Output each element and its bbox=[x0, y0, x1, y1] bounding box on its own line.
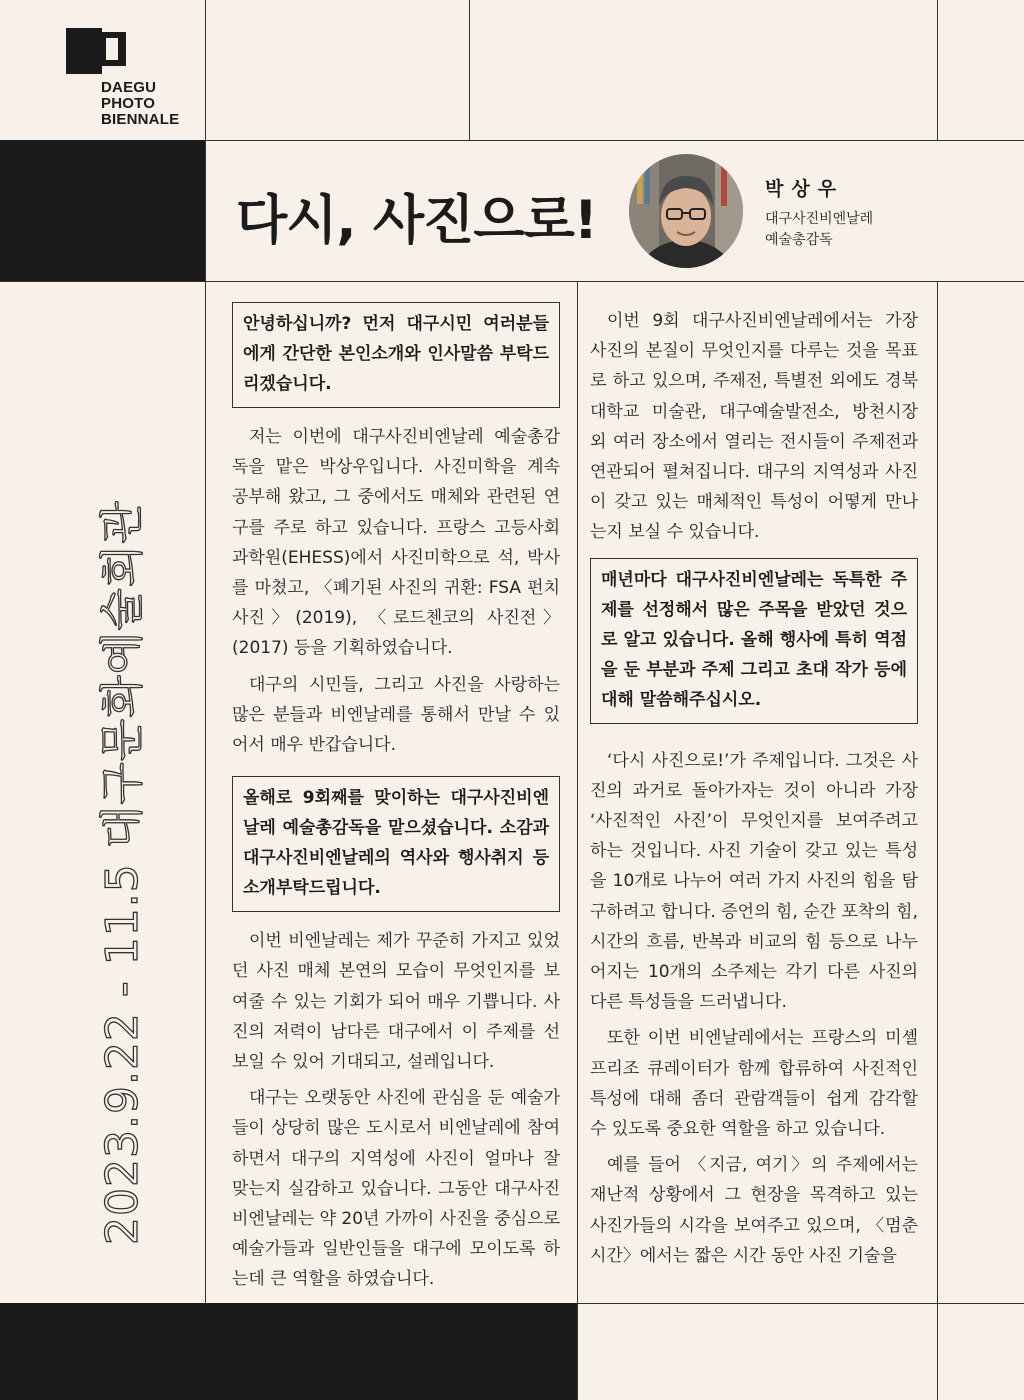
author-role-line2: 예술총감독 bbox=[765, 232, 833, 248]
right-column bbox=[590, 306, 918, 1277]
logo-line-biennale: BIENNALE bbox=[101, 111, 180, 128]
biennale-logo-mark bbox=[66, 28, 126, 74]
grid-line-header-bottom bbox=[0, 281, 1024, 282]
grid-line-v4b bbox=[937, 281, 938, 1400]
answer-paragraph: ‘다시 사진으로!’가 주제입니다. 그것은 사진의 과거로 돌아가자는 것이 아니라 가장 ‘사진적인 사진’이 무엇인지를 보여주려고 하는 것입니다. 사진 기술이 갖고 있는 특성을 10개로 나누어 여러 가지 사진의 힘을 탐구하려고 합니다. 증언의 힘, 순간 포착의 힘, 시간의 흐름, 반복과 비교의 힘 등으로 나누어지는 10개의 소주제는 각기 다른 사진의 다른 특성들을 드러냅니다. bbox=[590, 750, 918, 1013]
author-role-line1: 대구사진비엔날레 bbox=[765, 211, 874, 227]
page-title: 다시, 사진으로! bbox=[236, 190, 597, 251]
grid-line-v2 bbox=[469, 0, 470, 140]
left-column bbox=[232, 302, 560, 1301]
biennale-logo-text bbox=[101, 80, 179, 128]
answer-paragraph: 이번 비엔날레는 제가 꾸준히 가지고 있었던 사진 매체 본연의 모습이 무엇인지를 보여줄 수 있는 기회가 되어 매우 기쁩니다. 사진의 저력이 남다른 대구에서 이 주제를 선보일 수 있어 기대되고, 설레입니다. bbox=[232, 931, 560, 1073]
answer-paragraph: 또한 이번 비엔날레에서는 프랑스의 미셸 프리조 큐레이터가 함께 합류하여 사진적인 특성에 대해 좀더 관람객들이 쉽게 감각할 수 있도록 중요한 역할을 하고 있습니다. bbox=[590, 1028, 918, 1140]
logo-line-photo: PHOTO bbox=[101, 95, 156, 112]
grid-line-v3 bbox=[577, 281, 578, 1400]
author-role bbox=[765, 209, 873, 251]
vertical-date-caption: 2023.9.22 - 11.5 대구문화예술회관 bbox=[97, 500, 148, 1245]
answer-paragraph: 저는 이번에 대구사진비엔날레 예술총감독을 맡은 박상우입니다. 사진미학을 계속 공부해 왔고, 그 중에서도 매체와 관련된 연구를 주로 하고 있습니다. 프랑스 고등사회과학원(EHESS)에서 사진미학으로 석, 박사를 마쳤고, 〈폐기된 사진의 귀환: FSA 펀치 사진〉(2019), 〈로드첸코의 사진전〉(2017) 등을 기획하였습니다. bbox=[232, 427, 560, 659]
question-box-3: 매년마다 대구사진비엔날레는 독특한 주제를 선정해서 많은 주목을 받았던 것으로 알고 있습니다. 올해 행사에 특히 역점을 둔 부분과 주제 그리고 초대 작가 등에 대해 말씀해주십시오. bbox=[590, 558, 918, 724]
black-block-footer-left bbox=[0, 1303, 577, 1400]
answer-paragraph: 이번 9회 대구사진비엔날레에서는 가장 사진의 본질이 무엇인지를 다루는 것을 목표로 하고 있으며, 주제전, 특별전 외에도 경북대학교 미술관, 대구예술발전소, 방천시장 외 여러 장소에서 열리는 전시들이 주제전과 연관되어 펼쳐집니다. 대구의 지역성과 사진이 갖고 있는 매체적인 특성이 어떻게 만나는지 보실 수 있습니다. bbox=[590, 311, 918, 543]
author-name: 박상우 bbox=[765, 178, 845, 200]
grid-line-v4 bbox=[937, 0, 938, 140]
answer-paragraph: 대구의 시민들, 그리고 사진을 사랑하는 많은 분들과 비엔날레를 통해서 만날 수 있어서 매우 반갑습니다. bbox=[232, 674, 560, 756]
question-box-1: 안녕하십니까? 먼저 대구시민 여러분들에게 간단한 본인소개와 인사말씀 부탁드리겠습니다. bbox=[232, 302, 560, 408]
grid-line-v1 bbox=[205, 0, 206, 1400]
answer-paragraph: 예를 들어 〈지금, 여기〉의 주제에서는 재난적 상황에서 그 현장을 목격하고 있는 사진가들의 시각을 보여주고 있으며, 〈멈춘 시간〉에서는 짧은 시간 동안 사진 기술을 bbox=[590, 1155, 918, 1266]
black-block-header-left bbox=[0, 140, 205, 281]
author-portrait-photo bbox=[629, 154, 743, 268]
logo-line-daegu: DAEGU bbox=[101, 79, 157, 96]
question-box-2: 올해로 9회째를 맞이하는 대구사진비엔날레 예술총감독을 맡으셨습니다. 소감과 대구사진비엔날레의 역사와 행사취지 등 소개부탁드립니다. bbox=[232, 776, 560, 912]
answer-paragraph: 대구는 오랫동안 사진에 관심을 둔 예술가들이 상당히 많은 도시로서 비엔날레에 참여하면서 대구의 지역성에 사진이 얼마나 잘 맞는지 실감하고 있습니다. 그동안 대구사진비엔날레는 약 20년 가까이 사진을 중심으로 예술가들과 일반인들을 대구에 모이도록 하는데 큰 역할을 하였습니다. bbox=[232, 1088, 560, 1290]
